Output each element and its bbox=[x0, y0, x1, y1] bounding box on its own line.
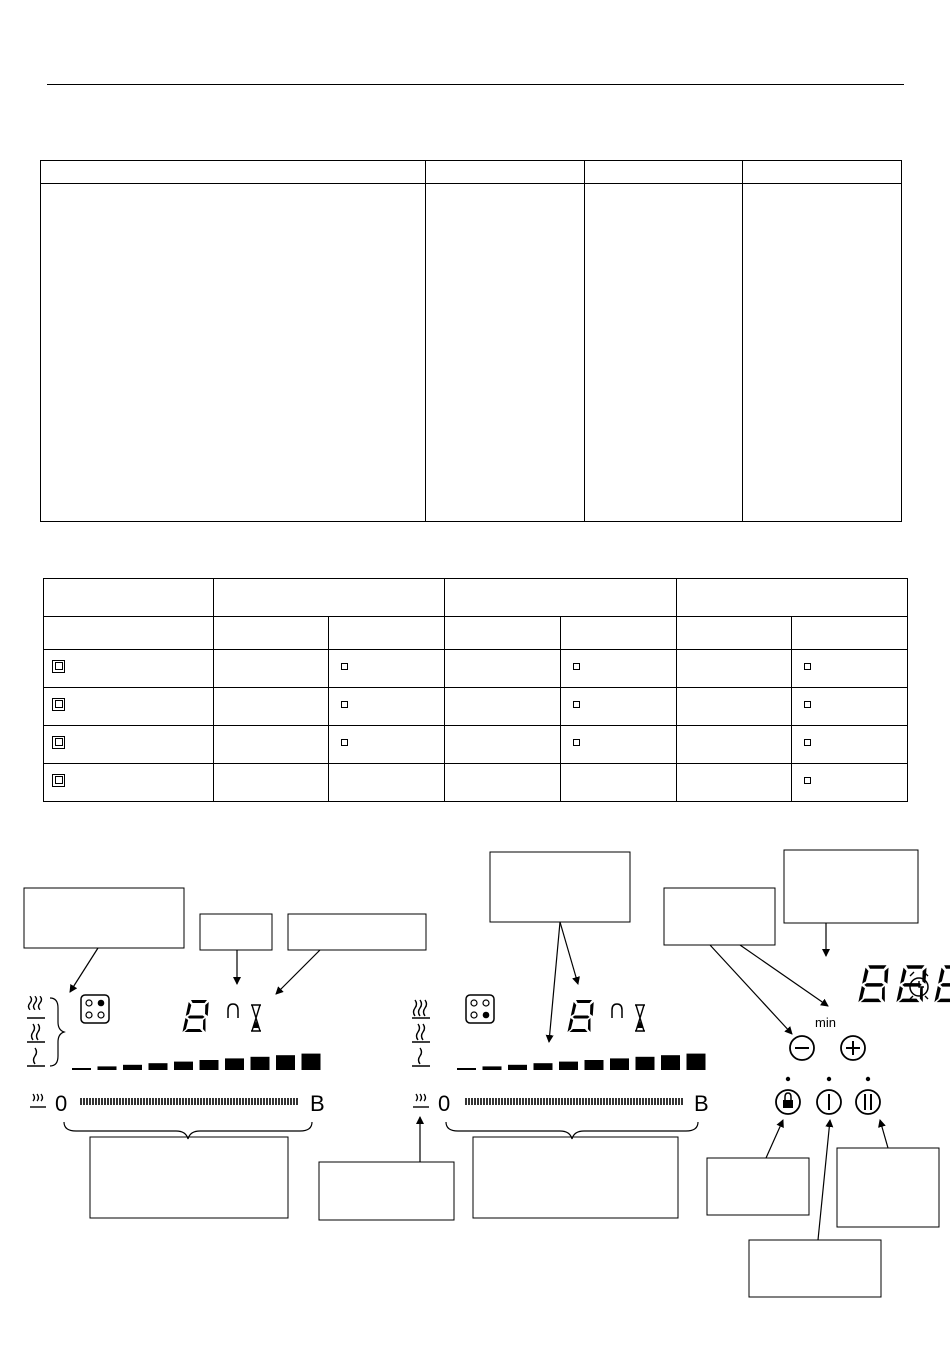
timer-unit-label: min bbox=[815, 1015, 836, 1030]
lock-button[interactable] bbox=[776, 1077, 800, 1114]
heat-icon-right bbox=[413, 1094, 429, 1107]
pause-button[interactable] bbox=[856, 1077, 880, 1114]
ramp-bar bbox=[483, 1066, 502, 1070]
callout-box bbox=[490, 852, 630, 922]
callout-box bbox=[90, 1137, 288, 1218]
ramp-bar bbox=[200, 1060, 219, 1070]
ramp-bar bbox=[276, 1055, 295, 1070]
slider-end-label-left: B bbox=[310, 1091, 325, 1116]
ramp-bar bbox=[508, 1065, 527, 1070]
pan-detect-icon-left bbox=[228, 1004, 238, 1018]
ramp-bar bbox=[72, 1068, 91, 1070]
slider-start-label-left: 0 bbox=[55, 1091, 68, 1116]
power-level-ramp-left bbox=[72, 1054, 321, 1070]
ramp-bar bbox=[251, 1057, 270, 1070]
callout-box bbox=[288, 914, 426, 950]
callout-box bbox=[664, 888, 775, 945]
power-level-ramp-right bbox=[457, 1054, 706, 1070]
hourglass-icon-right bbox=[635, 1005, 645, 1031]
callout-box bbox=[319, 1162, 454, 1220]
digit-display-right bbox=[568, 1000, 595, 1032]
callout-box bbox=[784, 850, 918, 923]
ramp-bar bbox=[661, 1055, 680, 1070]
slider-ticks-left bbox=[81, 1098, 297, 1105]
hourglass-icon-left bbox=[251, 1005, 261, 1031]
heat-level-icons-right bbox=[412, 1000, 430, 1066]
ramp-bar bbox=[559, 1062, 578, 1070]
ramp-bar bbox=[687, 1054, 706, 1070]
ramp-bar bbox=[149, 1063, 168, 1070]
slider-start-label-right: 0 bbox=[438, 1091, 451, 1116]
power-button[interactable] bbox=[817, 1077, 841, 1114]
plus-button[interactable] bbox=[841, 1036, 865, 1060]
heat-icon-left bbox=[30, 1094, 46, 1107]
callout-box bbox=[200, 914, 272, 950]
ramp-bar bbox=[585, 1060, 604, 1070]
callout-box bbox=[749, 1240, 881, 1297]
digit-display-left bbox=[183, 1000, 210, 1032]
callout-box bbox=[24, 888, 184, 948]
callout-box bbox=[837, 1148, 939, 1227]
ramp-bar bbox=[174, 1062, 193, 1070]
pan-detect-icon-right bbox=[612, 1004, 622, 1018]
ramp-bar bbox=[302, 1054, 321, 1070]
heat-level-icons-left bbox=[27, 996, 64, 1066]
timer-display bbox=[858, 965, 950, 1002]
slider-brace-left bbox=[64, 1122, 312, 1139]
callout-box bbox=[707, 1158, 809, 1215]
ramp-bar bbox=[457, 1068, 476, 1070]
slider-brace-right bbox=[446, 1122, 698, 1139]
zone-select-icon-right[interactable] bbox=[466, 995, 494, 1023]
ramp-bar bbox=[534, 1063, 553, 1070]
slider-ticks-right bbox=[466, 1098, 682, 1105]
minus-button[interactable] bbox=[790, 1036, 814, 1060]
zone-select-icon-left[interactable] bbox=[81, 995, 109, 1023]
ramp-bar bbox=[225, 1058, 244, 1070]
slider-end-label-right: B bbox=[694, 1091, 709, 1116]
ramp-bar bbox=[98, 1066, 117, 1070]
ramp-bar bbox=[123, 1065, 142, 1070]
ramp-bar bbox=[610, 1058, 629, 1070]
ramp-bar bbox=[636, 1057, 655, 1070]
callout-box bbox=[473, 1137, 678, 1218]
